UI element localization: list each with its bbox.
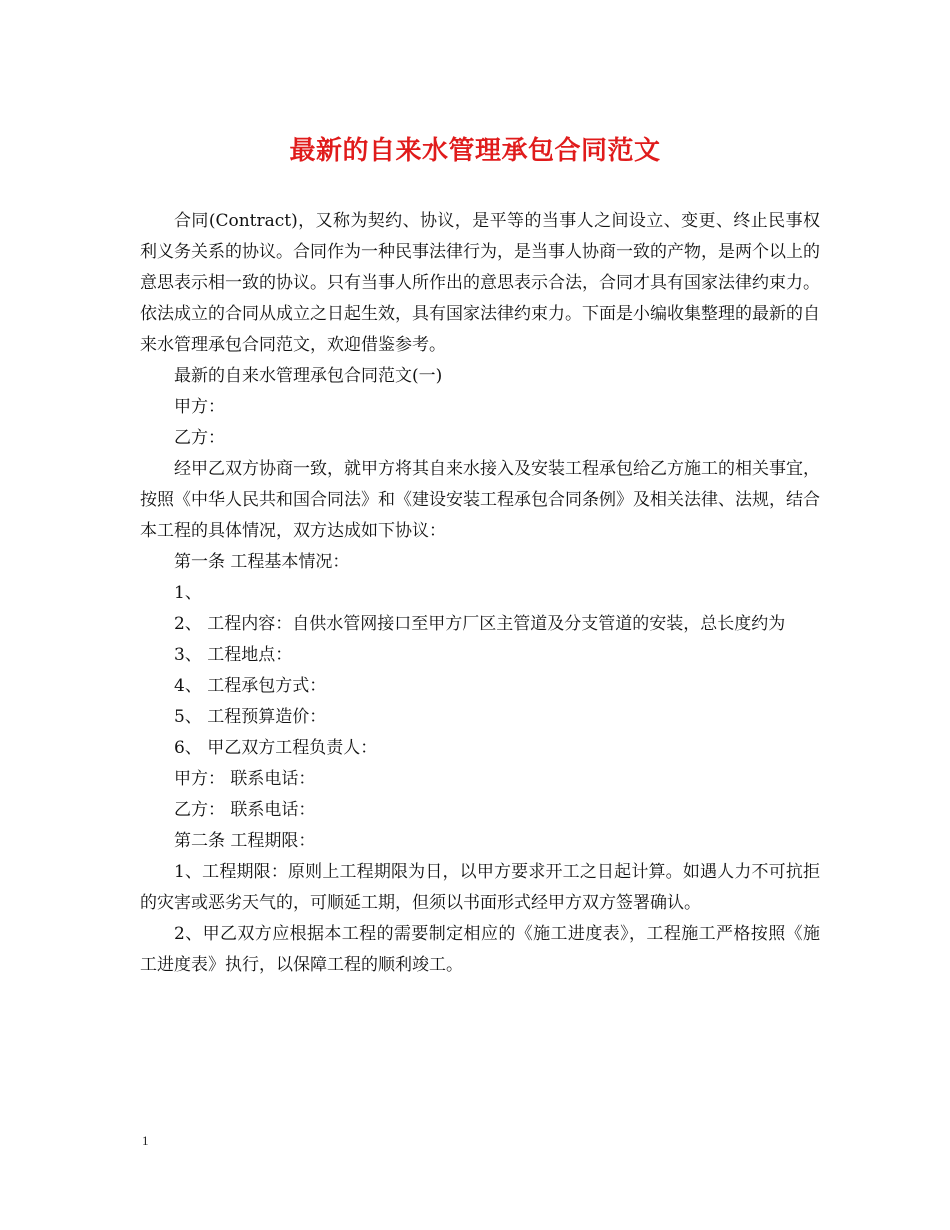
party-a-contact: 甲方： 联系电话： <box>174 769 316 789</box>
article-2-item-2: 2、甲乙双方应根据本工程的需要制定相应的《施工进度表》，工程施工严格按照《施工进度表》执行，以保障工程的顺利竣工。 <box>140 924 820 975</box>
article-1-item-5: 5、 工程预算造价： <box>174 707 327 727</box>
document-body <box>140 206 820 981</box>
intro-paragraph: 合同(Contract)，又称为契约、协议，是平等的当事人之间设立、变更、终止民事权利义务关系的协议。合同作为一种民事法律行为，是当事人协商一致的产物，是两个以上的意思表示相一致的协议。只有当事人所作出的意思表示合法，合同才具有国家法律约束力。依法成立的合同从成立之日起生效，具有国家法律约束力。下面是小编收集整理的最新的自来水管理承包合同范文，欢迎借鉴参考。 <box>140 211 820 355</box>
article-2-item-1: 1、工程期限：原则上工程期限为日，以甲方要求开工之日起计算。如遇人力不可抗拒的灾害或恶劣天气的，可顺延工期，但须以书面形式经甲方双方签署确认。 <box>140 862 820 913</box>
article-1-item-1: 1、 <box>174 583 202 603</box>
agreement-preamble: 经甲乙双方协商一致，就甲方将其自来水接入及安装工程承包给乙方施工的相关事宜，按照《中华人民共和国合同法》和《建设安装工程承包合同条例》及相关法律、法规，结合本工程的具体情况，双方达成如下协议： <box>140 459 820 541</box>
page-number: 1 <box>142 1133 149 1148</box>
article-2-heading: 第二条 工程期限： <box>174 831 316 851</box>
article-1-heading: 第一条 工程基本情况： <box>174 552 350 572</box>
article-1-item-6: 6、 甲乙双方工程负责人： <box>174 738 378 758</box>
article-1-item-4: 4、 工程承包方式： <box>174 676 327 696</box>
article-1-item-2: 2、 工程内容：自供水管网接口至甲方厂区主管道及分支管道的安装，总长度约为 <box>174 614 786 634</box>
party-a-line: 甲方： <box>174 397 225 417</box>
party-b-contact: 乙方： 联系电话： <box>174 800 316 820</box>
contract-subtitle: 最新的自来水管理承包合同范文(一) <box>174 366 443 386</box>
party-b-line: 乙方： <box>174 428 225 448</box>
document-title: 最新的自来水管理承包合同范文 <box>289 136 661 166</box>
article-1-item-3: 3、 工程地点： <box>174 645 293 665</box>
